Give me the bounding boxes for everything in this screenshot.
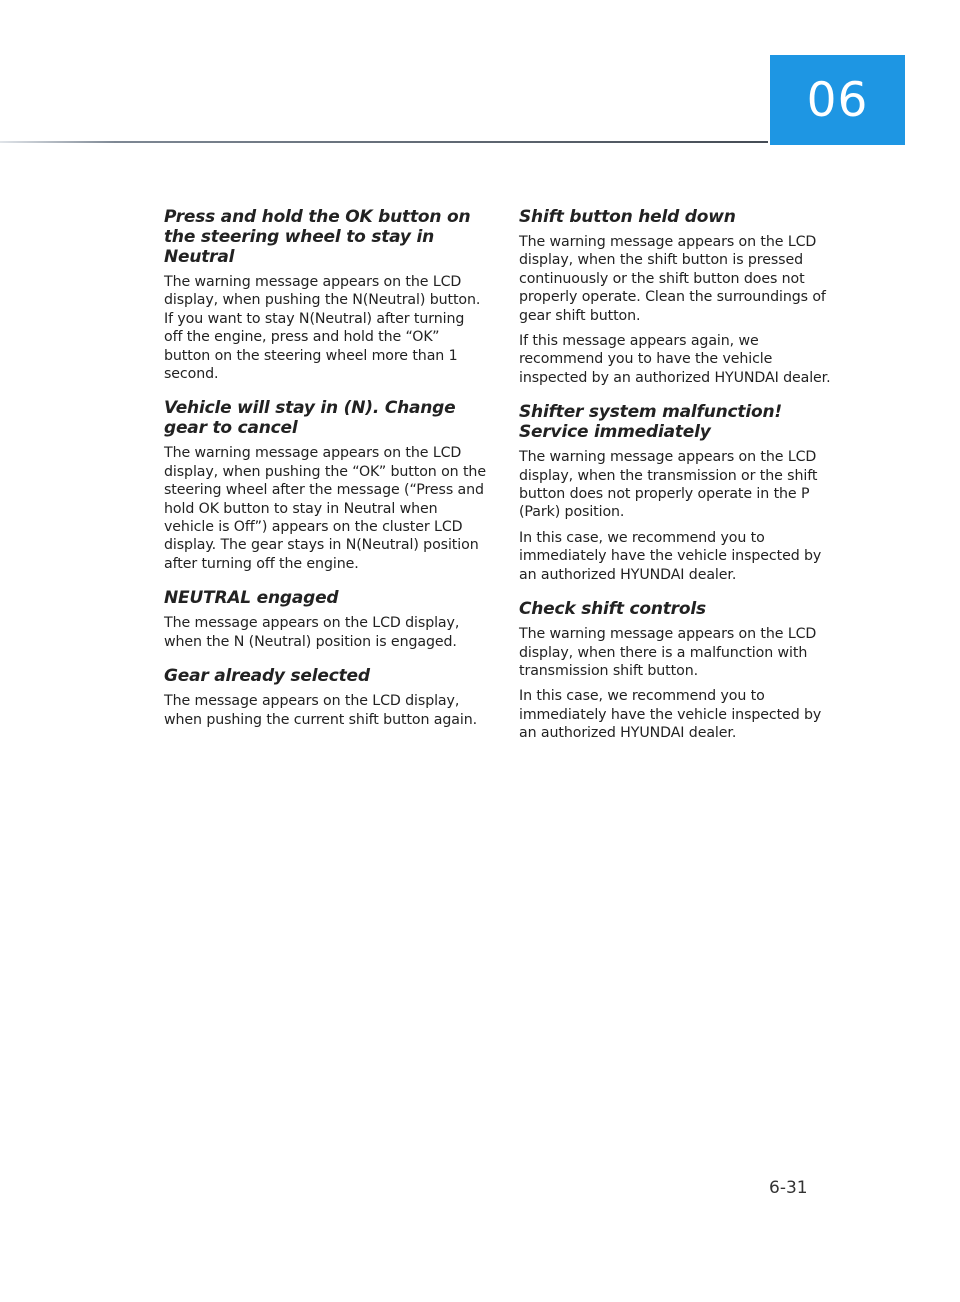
section-check-shift-controls: [519, 599, 839, 742]
section-paragraph: The warning message appears on the LCD display, when the shift button is pressed continuously or the shift button does not properly operate. Clean the surroundings of gear shift button.: [519, 234, 826, 324]
section-paragraph: The warning message appears on the LCD display, when pushing the N(Neutral) button. If you want to stay N(Neutral) after turning off the engine, press and hold the “OK” button on the steering wheel more than 1 second.: [164, 274, 481, 383]
section-heading: Check shift controls: [519, 599, 706, 620]
section-paragraph: In this case, we recommend you to immediately have the vehicle inspected by an authorized HYUNDAI dealer.: [519, 529, 822, 583]
section-heading: Gear already selected: [164, 666, 370, 687]
section-paragraph: The warning message appears on the LCD display, when the transmission or the shift button does not properly operate in the P (Park) position.: [519, 449, 818, 521]
section-shift-button-held: [519, 207, 839, 387]
section-heading: Vehicle will stay in (N). Change gear to cancel: [164, 398, 456, 439]
section-heading: Shift button held down: [519, 207, 736, 227]
page-number: 6-31: [769, 1178, 808, 1198]
section-paragraph: If this message appears again, we recommend you to have the vehicle inspected by an authorized HYUNDAI dealer.: [519, 333, 831, 386]
section-stay-in-neutral: [164, 207, 486, 383]
section-heading: Shifter system malfunction! Service immediately: [519, 402, 782, 443]
section-heading: Press and hold the OK button on the steering wheel to stay in Neutral: [164, 207, 471, 267]
left-column: [164, 207, 486, 744]
chapter-tab: 06: [770, 55, 905, 145]
section-gear-already-selected: [164, 666, 486, 729]
section-shifter-malfunction: [519, 402, 839, 584]
section-paragraph: The warning message appears on the LCD display, when pushing the “OK” button on the steering wheel after the message (“Press and hold OK button to stay in Neutral when vehicle is Off”) appears on the cluster LCD display. The gear stays in N(Neutral) position after turning off the engine.: [164, 445, 486, 572]
section-paragraph: The warning message appears on the LCD display, when there is a malfunction with transmission shift button.: [519, 626, 817, 679]
section-paragraph: In this case, we recommend you to immediately have the vehicle inspected by an authorized HYUNDAI dealer.: [519, 688, 822, 742]
header-rule: [0, 141, 768, 143]
section-paragraph: The message appears on the LCD display, when pushing the current shift button again.: [164, 693, 478, 728]
section-paragraph: The message appears on the LCD display, when the N (Neutral) position is engaged.: [164, 615, 460, 650]
section-neutral-engaged: [164, 588, 486, 651]
section-vehicle-stay-n: [164, 398, 486, 573]
section-heading: NEUTRAL engaged: [164, 588, 339, 609]
right-column: [519, 207, 839, 758]
